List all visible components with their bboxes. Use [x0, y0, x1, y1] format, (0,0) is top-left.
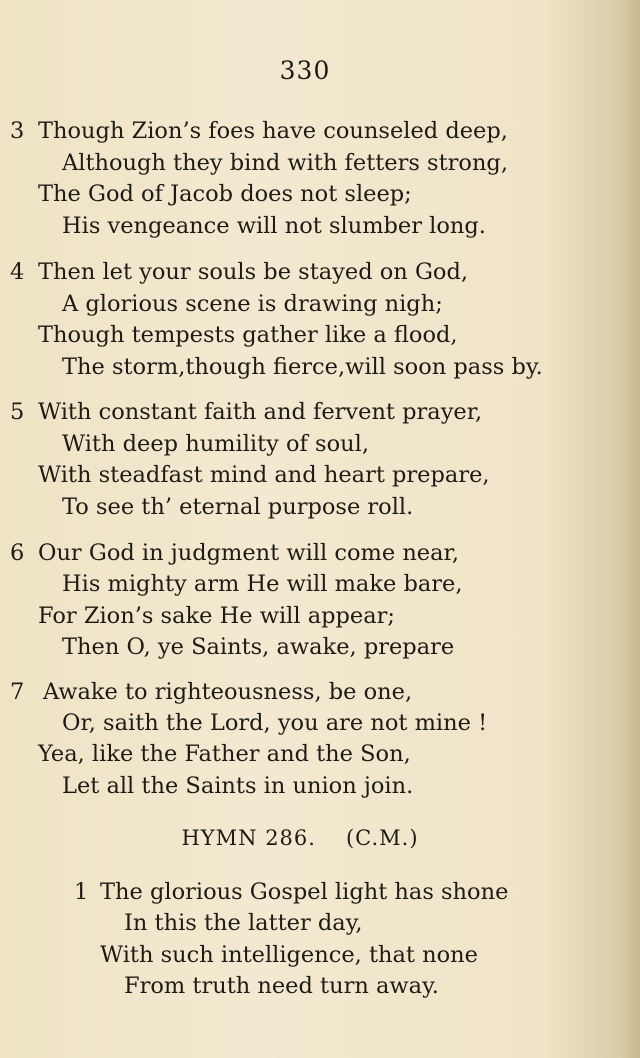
- verse-line: Or, saith the Lord, you are not mine !: [62, 710, 488, 736]
- verse-line: Though Zion’s foes have counseled deep,: [38, 118, 508, 144]
- verse-number: 5: [10, 399, 25, 425]
- verse-line: Yea, like the Father and the Son,: [38, 741, 411, 767]
- verse-line: The God of Jacob does not sleep;: [38, 181, 412, 207]
- verse-number: 4: [10, 259, 25, 285]
- verse-line: Then let your souls be stayed on God,: [38, 259, 469, 285]
- verse-line: With deep humility of soul,: [62, 431, 369, 457]
- verse-line: The glorious Gospel light has shone: [100, 879, 509, 905]
- verse-line: For Zion’s sake He will appear;: [38, 603, 395, 629]
- verse-number: 1: [74, 879, 89, 905]
- verse-line: Let all the Saints in union join.: [62, 773, 414, 799]
- verse-line: The storm,though fierce,will soon pass by.: [62, 354, 543, 380]
- verse-line: Our God in judgment will come near,: [38, 540, 459, 566]
- verse-line: From truth need turn away.: [124, 973, 439, 999]
- verse-line: His vengeance will not slumber long.: [62, 213, 486, 239]
- verse-number: 6: [10, 540, 25, 566]
- hymn-meter: (C.M.): [345, 826, 419, 850]
- verse-line: In this the latter day,: [124, 910, 363, 936]
- page-number: 330: [279, 56, 331, 85]
- verse-line: Although they bind with fetters strong,: [62, 150, 508, 176]
- verse-line: Awake to righteousness, be one,: [43, 679, 413, 705]
- verse-line: A glorious scene is drawing nigh;: [62, 291, 443, 317]
- verse-line: With constant faith and fervent prayer,: [38, 399, 483, 425]
- verse-number: 7: [10, 679, 25, 705]
- verse-line: To see th’ eternal purpose roll.: [62, 494, 414, 520]
- verse-line: With such intelligence, that none: [100, 942, 478, 968]
- hymn-heading: [0, 826, 600, 850]
- verse-number: 3: [10, 118, 25, 144]
- verse-line: Though tempests gather like a flood,: [38, 322, 458, 348]
- verse-line: Then O, ye Saints, awake, prepare: [62, 634, 455, 660]
- verse-line: With steadfast mind and heart prepare,: [38, 462, 490, 488]
- verse-line: His mighty arm He will make bare,: [62, 571, 463, 597]
- hymn-number: HYMN 286.: [181, 826, 316, 850]
